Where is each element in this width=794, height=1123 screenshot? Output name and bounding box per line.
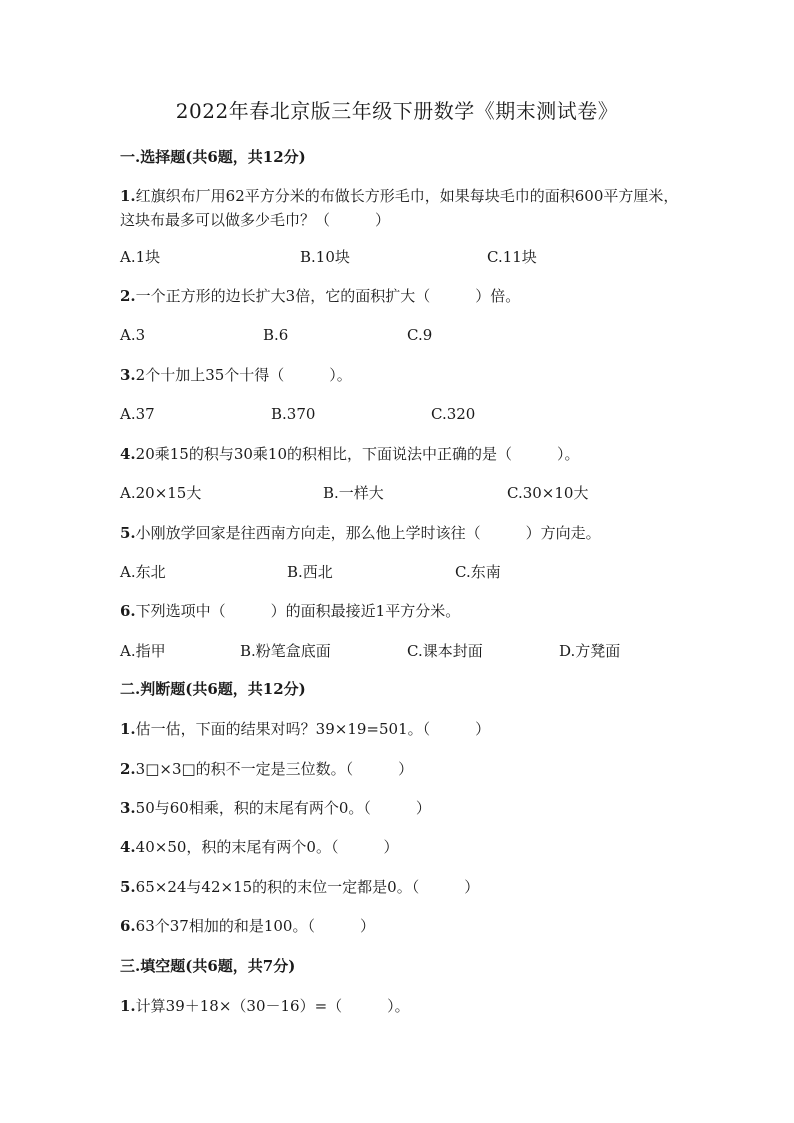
question-number: 5. bbox=[120, 878, 136, 896]
question-text: 40×50，积的末尾有两个0。（ ） bbox=[135, 838, 399, 856]
option-c: C.30×10大 bbox=[507, 484, 589, 502]
question-judgement-3 bbox=[120, 796, 680, 820]
question-number: 4. bbox=[120, 838, 136, 856]
section-heading-judgement: 二.判断题(共6题，共12分) bbox=[120, 680, 306, 698]
question-text: 2个十加上35个十得（ ）。 bbox=[135, 366, 352, 384]
question-text: 计算39＋18×（30－16）=（ ）。 bbox=[135, 997, 410, 1015]
question-choice-4 bbox=[120, 442, 680, 466]
options-choice-1 bbox=[120, 246, 680, 268]
option-a: A.东北 bbox=[120, 563, 166, 581]
option-c: C.11块 bbox=[487, 248, 537, 266]
option-c: C.9 bbox=[407, 326, 433, 344]
question-judgement-5 bbox=[120, 875, 680, 899]
option-d: D.方凳面 bbox=[559, 642, 621, 660]
question-number: 5. bbox=[120, 524, 136, 542]
option-c: C.课本封面 bbox=[407, 642, 483, 660]
option-b: B.西北 bbox=[287, 563, 333, 581]
question-choice-3 bbox=[120, 363, 680, 387]
question-number: 2. bbox=[120, 760, 136, 778]
question-choice-1 bbox=[120, 184, 680, 232]
option-c: C.320 bbox=[431, 405, 476, 423]
question-choice-2 bbox=[120, 284, 680, 308]
question-number: 3. bbox=[120, 366, 136, 384]
question-text: 下列选项中（ ）的面积最接近1平方分米。 bbox=[135, 602, 461, 620]
section-heading-choice: 一.选择题(共6题，共12分) bbox=[120, 148, 306, 166]
question-choice-6 bbox=[120, 599, 680, 623]
options-choice-2 bbox=[120, 324, 680, 346]
question-judgement-1 bbox=[120, 717, 680, 741]
question-text: 20乘15的积与30乘10的积相比，下面说法中正确的是（ ）。 bbox=[135, 445, 580, 463]
option-b: B.6 bbox=[263, 326, 289, 344]
question-choice-5 bbox=[120, 521, 680, 545]
question-number: 6. bbox=[120, 602, 136, 620]
question-judgement-4 bbox=[120, 835, 680, 859]
option-b: B.10块 bbox=[300, 248, 350, 266]
question-text: 红旗织布厂用62平方分米的布做长方形毛巾，如果每块毛巾的面积600平方厘米，这块布最多可以做多少毛巾？（ ） bbox=[120, 187, 679, 229]
page-title: 2022年春北京版三年级下册数学《期末测试卷》 bbox=[175, 99, 619, 123]
question-number: 6. bbox=[120, 917, 136, 935]
question-text: 50与60相乘，积的末尾有两个0。（ ） bbox=[135, 799, 431, 817]
question-text: 小刚放学回家是往西南方向走，那么他上学时该往（ ）方向走。 bbox=[135, 524, 601, 542]
question-text: 63个37相加的和是100。（ ） bbox=[135, 917, 375, 935]
question-number: 3. bbox=[120, 799, 136, 817]
question-fill-in-1 bbox=[120, 994, 680, 1018]
question-judgement-6 bbox=[120, 914, 680, 938]
question-number: 1. bbox=[120, 187, 136, 205]
options-choice-3 bbox=[120, 403, 680, 425]
option-a: A.20×15大 bbox=[120, 484, 202, 502]
option-a: A.指甲 bbox=[120, 642, 166, 660]
options-choice-4 bbox=[120, 482, 680, 504]
question-text: 估一估，下面的结果对吗？39×19=501。（ ） bbox=[135, 720, 491, 738]
option-b: B.370 bbox=[271, 405, 316, 423]
question-number: 1. bbox=[120, 720, 136, 738]
section-heading-fill-in: 三.填空题(共6题，共7分) bbox=[120, 957, 296, 975]
option-a: A.37 bbox=[120, 405, 155, 423]
question-number: 1. bbox=[120, 997, 136, 1015]
option-a: A.1块 bbox=[120, 248, 161, 266]
question-text: 65×24与42×15的积的末位一定都是0。（ ） bbox=[135, 878, 480, 896]
question-judgement-2 bbox=[120, 757, 680, 781]
option-b: B.一样大 bbox=[323, 484, 384, 502]
question-number: 4. bbox=[120, 445, 136, 463]
options-choice-6 bbox=[120, 640, 680, 662]
option-c: C.东南 bbox=[455, 563, 501, 581]
option-b: B.粉笔盒底面 bbox=[240, 642, 331, 660]
options-choice-5 bbox=[120, 561, 680, 583]
question-text: 3□×3□的积不一定是三位数。（ ） bbox=[135, 760, 414, 778]
question-number: 2. bbox=[120, 287, 136, 305]
question-text: 一个正方形的边长扩大3倍，它的面积扩大（ ）倍。 bbox=[135, 287, 521, 305]
option-a: A.3 bbox=[120, 326, 146, 344]
